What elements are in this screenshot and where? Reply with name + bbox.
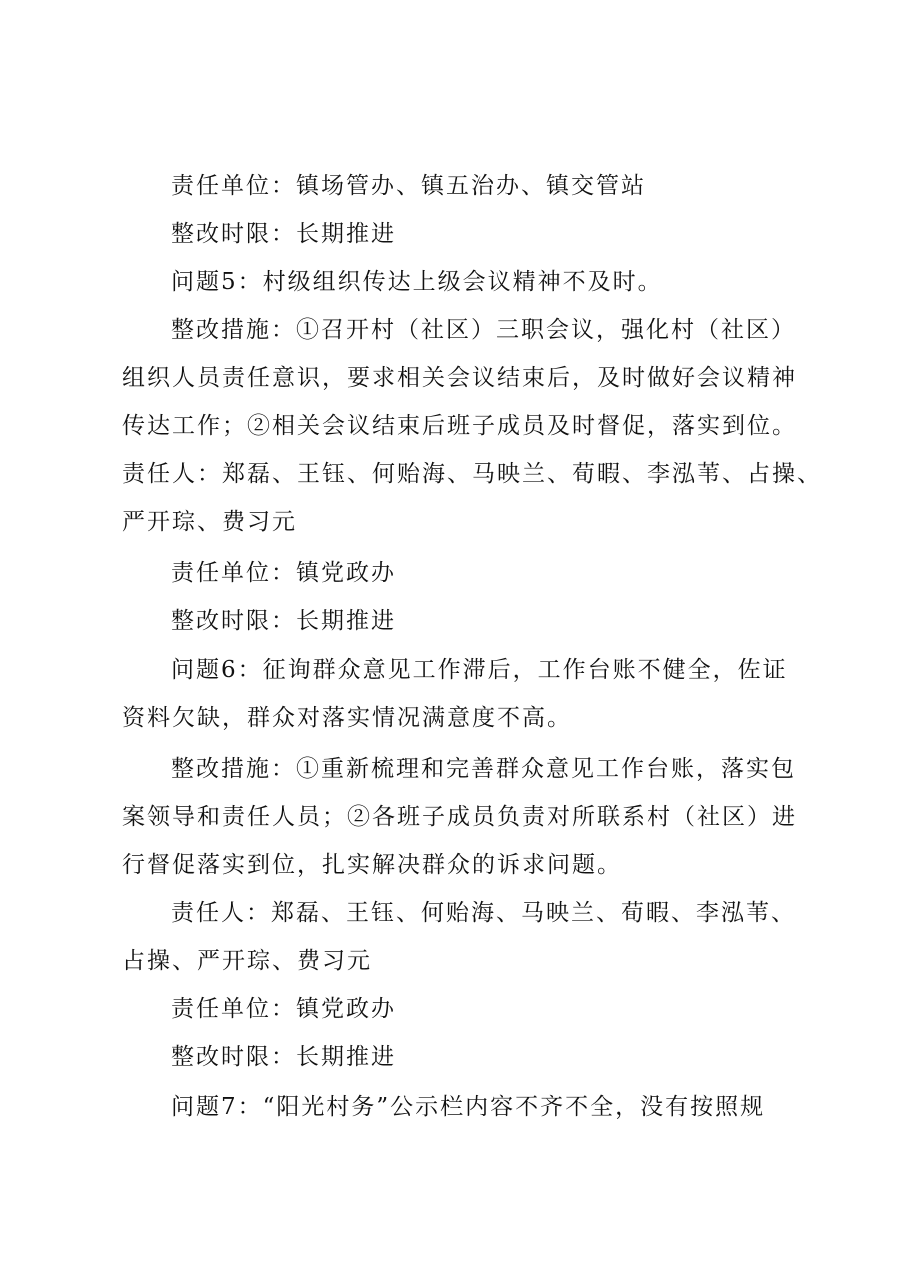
measures-continuation-line: 行督促落实到位，扎实解决群众的诉求问题。 <box>122 852 622 878</box>
issue-7-heading: 问题7：“阳光村务”公示栏内容不齐不全，没有按照规 <box>171 1094 766 1120</box>
deadline-line: 整改时限：长期推进 <box>171 1044 396 1070</box>
responsible-unit-line: 责任单位：镇党政办 <box>171 560 396 586</box>
deadline-line: 整改时限：长期推进 <box>171 221 396 247</box>
measures-line: 整改措施：①召开村（社区）三职会议，强化村（社区） <box>171 317 796 343</box>
responsible-persons-line: 责任人：郑磊、王钰、何贻海、马映兰、荀暇、李泓苇、占操、 <box>122 461 822 487</box>
deadline-line: 整改时限：长期推进 <box>171 608 396 634</box>
measures-continuation-line: 组织人员责任意识，要求相关会议结束后，及时做好会议精神 <box>122 365 797 391</box>
issue-6-continuation-line: 资料欠缺，群众对落实情况满意度不高。 <box>122 705 572 731</box>
responsible-unit-line: 责任单位：镇党政办 <box>171 996 396 1022</box>
responsible-persons-continuation-line: 严开琮、费习元 <box>122 509 297 535</box>
measures-line: 整改措施：①重新梳理和完善群众意见工作台账，落实包 <box>171 756 796 782</box>
issue-6-heading: 问题6：征询群众意见工作滞后，工作台账不健全，佐证 <box>171 657 788 683</box>
responsible-persons-continuation-line: 占操、严开琮、费习元 <box>122 948 372 974</box>
measures-continuation-line: 案领导和责任人员；②各班子成员负责对所联系村（社区）进 <box>122 804 797 830</box>
responsible-unit-line: 责任单位：镇场管办、镇五治办、镇交管站 <box>171 173 646 199</box>
measures-continuation-line: 传达工作；②相关会议结束后班子成员及时督促，落实到位。 <box>122 413 797 439</box>
issue-5-heading: 问题5：村级组织传达上级会议精神不及时。 <box>171 269 663 295</box>
responsible-persons-line: 责任人：郑磊、王钰、何贻海、马映兰、荀暇、李泓苇、 <box>171 900 796 926</box>
